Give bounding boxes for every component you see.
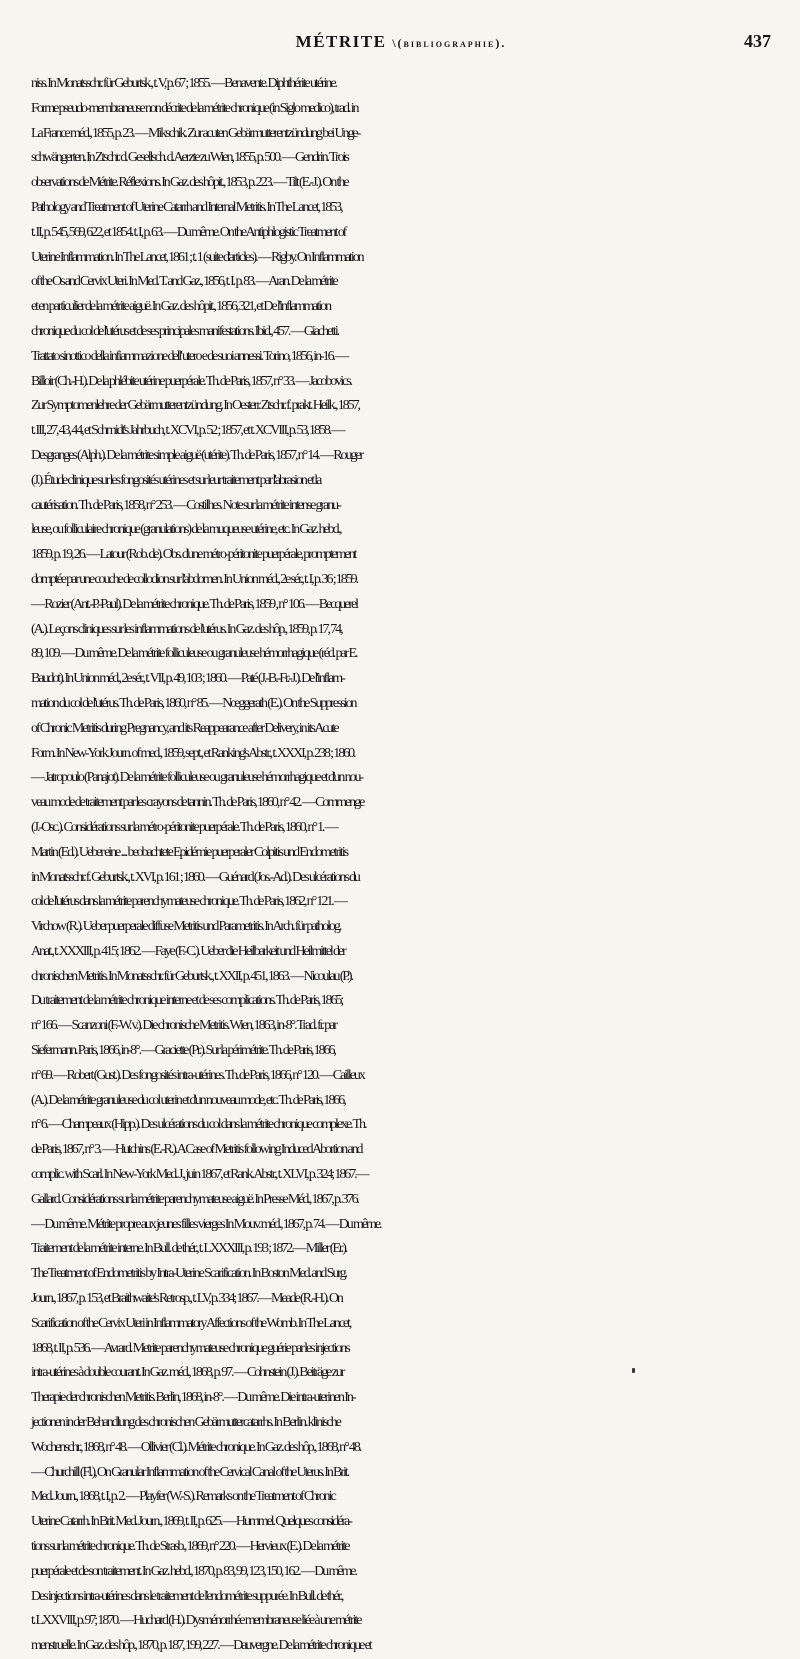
bibliography-line: of Chronic Metritis during Pregnancy, and its Reappearance after Delivery, in its Acute (31, 720, 338, 736)
bibliography-line: Wochenschr., 1868, n° 48. — Ollivier (Cl.). Métrite chronique. In Gaz. des hôp., 1868, n° 48. (31, 1439, 361, 1455)
bibliography-line: in Monatsschr. f. Geburtsk., t. XVI, p. 161 ; 1860. — Guénard (Jos.-Ad.). Des ulcérations du (31, 869, 359, 885)
bibliography-line: Form. In New-York Journ. of med., 1859, sept., et Ranking's Abstr., t. XXXI, p. 238 ; 1860. (31, 745, 355, 761)
bibliography-line: Anat., t. XXXIII, p. 415; 1862. — Faye (F.-C.). Ueber die Heilbarkeit und Heilmittel der (31, 943, 345, 959)
bibliography-line: Du traitement de la métrite chronique interne et de ses complications. Th. de Paris, 1865; (31, 993, 343, 1009)
bibliography-line: chronique du col de l'utérus et de ses principales manifestations. Ibid., 457. — Giachetti. (31, 323, 339, 339)
bibliography-line: Traitement de la métrite interne. In Bull. de thér., t. LXXXIII, p. 193 ; 1872.— Miller (Er.). (31, 1241, 347, 1257)
bibliography-line: schwängerten. In Ztschr. d. Gesellsch. d. Aerzte zu Wien, 1855, p. 500. — Gendrin. Trois (31, 150, 348, 166)
bibliography-line: de Paris, 1867, n° 3. — Hutchins (E.-R.). A Case of Metritis following Induced Abortion and (31, 1142, 362, 1158)
bibliography-line: Forme pseudo-membraneuse non décrite de la métrite chronique (in Siglo medico), trad. in (31, 100, 358, 116)
bibliography-line: Siefermann. Paris, 1866, in-8°. — Graciette (Pr.). Sur la périmétrite. Th. de Paris, 1866, (31, 1043, 335, 1059)
bibliography-line: The Treatment of Endometritis by Intra-Uterine Scarification. In Boston Med. and Surg. (31, 1266, 347, 1282)
chapter-title: MÉTRITE (295, 32, 387, 51)
bibliography-line: — Du même. Métrite propre aux jeunes filles vierges In Mouv. méd., 1867, p. 74. — Du même. (31, 1216, 381, 1232)
bibliography-line: Billoir (Ch.-H.). De la phlébite utérine puerpérale. Th. de Paris, 1857, n° 33. — Jacobovics. (31, 373, 352, 389)
bibliography-line: Pathology and Treatment of Uterine Catarrh and Internal Metritis. In The Lancet, 1853, (31, 199, 342, 215)
chapter-subtitle: \(bibliographie). (392, 36, 507, 50)
bibliography-line: (J.-Osc.). Considérations sur la métro-péritonite puerpérale. Th. de Paris, 1860, n° 1. — (31, 819, 337, 835)
bibliography-line: t. II, p. 545, 569, 622, et 1854. t. I, p. 63. — Du même. On the Antiphlogistic Treatment of (31, 224, 346, 240)
bibliography-line: niss. In Monatsschr. für Geburtsk., t. V, p. 67 ; 1855. — Benavente. Diphthérite utérine. (31, 76, 336, 91)
bibliography-line: Desgranges (Alph.). De la métrite simple aiguë (utérite). Th. de Paris, 1857, n° 14. — Rouger (31, 447, 363, 463)
book-page (31, 24, 771, 1659)
bibliography-line: 1868, t. II, p. 536. — Avrard. Metrite parenchymateuse chronique guérie par les injections (31, 1340, 349, 1356)
bibliography-line: n° 166. — Scanzoni (F.-W. v.). Die chronische Metritis. Wien, 1863, in-8°. Trad. fr. par (31, 1018, 336, 1034)
bibliography-line: col de l'utérus dans la métrite parenchymateuse chronique. Th. de Paris, 1862, n° 121. — (31, 894, 346, 910)
bibliography-line: Virchow (R.). Ueber puerperale diffuse Metritis und Parametritis. In Arch. für patholog. (31, 919, 341, 935)
bibliography-line: Des injections intra-utérines dans le traitement de l'endométrite suppurée. In Bull. de thér., (31, 1588, 343, 1604)
bibliography-line: of the Os and Cervix Uteri. In Med. T. and Gaz., 1856, t. I. p. 83. — Aran. De la métrite (31, 274, 337, 290)
bibliography-line: domptée par une couche de collodion sur l'abdomen. In Union méd., 2e sér., t. I, p. 36 ; 1859. (31, 571, 358, 587)
bibliography-line: n° 69. — Robert (Gust.). Des fongosités intra-utérines. Th. de Paris, 1866, n° 120. — Cailleux (31, 1067, 364, 1083)
bibliography-line: 89, 109. — Du même. De la métrite folliculeuse ou granuleuse hémorrhagique (réd. par E. (31, 646, 357, 662)
bibliography-line: puerpérale et de son traitement. In Gaz. hebd., 1870, p. 83, 99, 123, 150, 162. — Du même. (31, 1563, 356, 1579)
bibliography-text (31, 72, 771, 1659)
ink-speck (632, 1368, 635, 1373)
bibliography-line: La France méd., 1855, p. 23. — Mikschik. Zur acuten Gebärmutterentzündung bei Unge- (31, 125, 360, 141)
bibliography-line: t. LXXVIII, p. 97; 1870. — Huchard (H.). Dysménorrhée membraneuse liée à une métrite (31, 1613, 361, 1629)
bibliography-line: menstruelle. In Gaz. des hôp., 1870, p. 187, 199, 227. — Dauvergne. De la métrite chronique et (31, 1638, 371, 1654)
bibliography-line: leuse, ou folliculaire chronique (granulations) de la muqueuse utérine, etc. In Gaz. hebd., (31, 522, 341, 538)
bibliography-line: n° 6. — Champeaux (Hipp.). Des ulcérations du col dans la métrite chronique complexe. Th. (31, 1117, 366, 1133)
bibliography-line: — Rozier (Ant.-P.-Paul). De la métrite chronique. Th. de Paris, 1859 , n° 106. — Becquerel (31, 596, 358, 612)
bibliography-line: intra-utérines à double courant. In Gaz. méd., 1868, p. 97. — Cohnstein (J.). Beiträge zur (31, 1365, 344, 1381)
running-title (31, 32, 771, 52)
bibliography-line: jectionen in der Behandlung des chronischen Gebärmuttercatarrhs. In Berlin. klinische (31, 1415, 340, 1431)
bibliography-line: chronischen Metritis. In Monatsschr. für Geburtsk., t. XXII, p. 451, 1863. — Nicoulau (P.). (31, 968, 352, 984)
bibliography-line: Uterine Catarrh. In Brit. Med. Journ., 1869, t. II, p. 625. — Hummel. Quelques considéra- (31, 1514, 351, 1530)
bibliography-line: (A.). De la métrite granuleuse du col uterin et d'un nouveau mode, etc. Th. de Paris, 1866, (31, 1092, 345, 1108)
bibliography-line: Martin (Ed.). Ueber eine .... beobachtete Epidémie puerperaler Colpitis und Endometritis (31, 844, 347, 860)
bibliography-line: (J.). Étude clinique sur les fongosités utérines et sur leur traitement par l'abrasion et la (31, 472, 321, 488)
bibliography-line: mation du col de l'utérus. Th. de Paris, 1860, n° 85. — Nœggerath (E.). On the Suppression (31, 695, 356, 711)
bibliography-line: (A.). Leçons cliniques sur les inflammations de l'utérus. In Gaz. des hôp., 1859, p. 17, 74, (31, 621, 342, 637)
bibliography-line: Baudot). In Union méd., 2e sér., t. VII, p. 49, 103 ; 1860. — Paté (J.-B.-Fr.-J.). De l'inflam- (31, 671, 344, 687)
bibliography-line: Zur Symptomenlehre der Gebärmutterentzündung. In Oesterr. Ztschr. f. prakt. Heilk., 1857, (31, 398, 359, 414)
bibliography-line: Med. Journ., 1868, t. I, p. 2. — Playfer (W.-S.). Remarks on the Treatment of Chronic (31, 1489, 335, 1505)
bibliography-line: Uterine Inflammation. In The Lancet, 1861 ; t. 1 (suite d'articles). — Rigby. On Inflammation (31, 249, 363, 265)
bibliography-line: t. III, 27, 43, 44, et Schmidt's Jahrbuch, t. XCVI, p. 52 ; 1857, et t. XCVIII, p. 53, 1858. — (31, 423, 344, 439)
bibliography-line: Trattato sinottico della infiammazione dell' utero e de suoi annessi. Torino, 1856, in-16. — (31, 348, 348, 364)
bibliography-line: cautérisation. Th. de Paris, 1858, n° 253. — Costilhes. Note sur la métrite intense granu- (31, 497, 340, 513)
running-header (31, 24, 771, 58)
bibliography-line: complic. with Scarl. In New-York Med. J., juin 1867, et Rank. Abstr., t. XLVI, p. 324; 1867.— (31, 1167, 368, 1183)
page-number: 437 (744, 31, 771, 51)
bibliography-line: veau mode de traitement par les crayons de tannin. Th. de Paris, 1860, n° 42. — Commenge (31, 795, 364, 811)
bibliography-line: tions sur la métrite chronique. Th. de Strasb., 1869, n° 220. — Hervieux (E.). De la métrite (31, 1539, 349, 1555)
bibliography-line: et en particulier de la métrite aiguë. In Gaz. des hôpit., 1856, 321, et De l'inflammation (31, 299, 331, 315)
bibliography-line: Gallard. Considérations sur la métrite parenchymateuse aiguë. In Presse Méd., 1867, p. 376. (31, 1191, 358, 1207)
bibliography-line: Journ., 1867, p. 153, et Braithwaite's Retrosp., t. LV, p. 334; 1867.— Meade (R.-H.). On (31, 1291, 342, 1307)
bibliography-line: 1859, p. 19, 26. — Latour (Rob. de). Obs. d'une métro-péritonite puerpérale, promptement (31, 547, 356, 563)
bibliography-line: observations de Métrite. Réflexions. In Gaz. des hôpit., 1853, p. 223. — Tilt (E.-J.). On the (31, 175, 348, 191)
bibliography-line: Scarification of the Cervix Uteri in Inflammatory Affections of the Womb. In The Lancet, (31, 1315, 351, 1331)
bibliography-line: Therapie der chronischen Metritis. Berlin, 1868, in-8°. — Du même. Die intra-uterinen In- (31, 1390, 355, 1406)
bibliography-line: — Jatropoulo (Panajot). De la métrite folliculeuse ou granuleuse hémorrhagique et d'un nou- (31, 770, 363, 786)
bibliography-line: — Churchill (Fl.), On Granular Inflammation of the Cervical Canal of the Uterus. In Brit. (31, 1464, 349, 1480)
